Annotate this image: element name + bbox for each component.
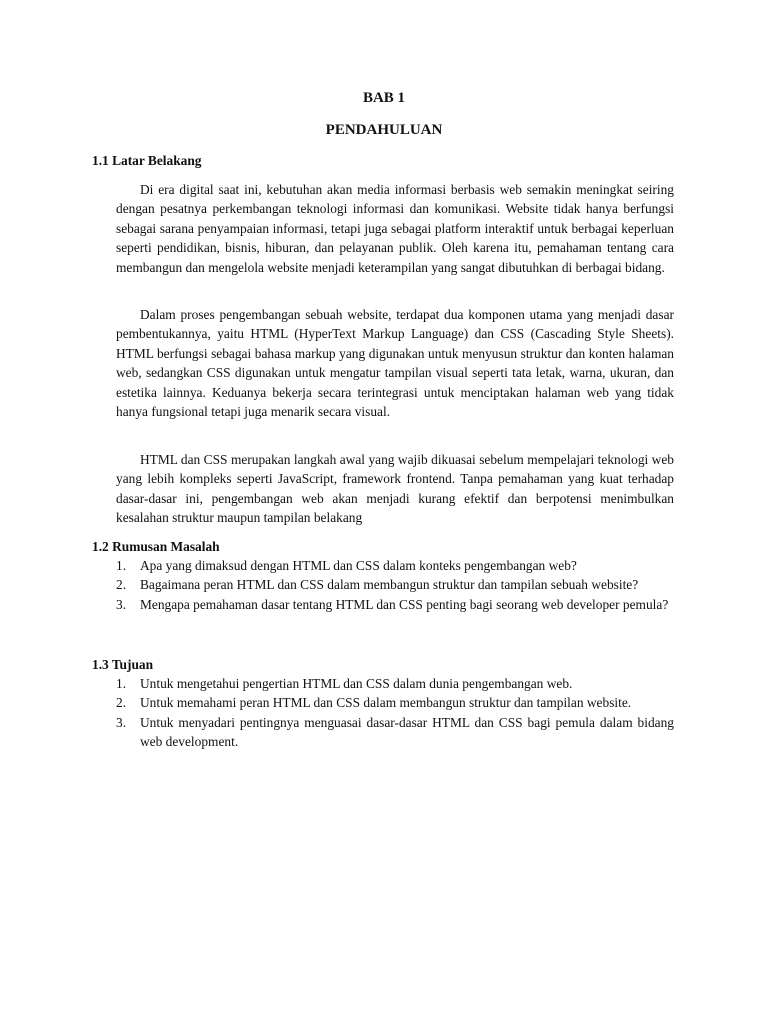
rumusan-list (116, 556, 674, 614)
section-heading-latar-belakang: 1.1 Latar Belakang (92, 153, 202, 168)
list-number: 3. (116, 596, 127, 612)
chapter-title: PENDAHULUAN (325, 122, 443, 138)
section-heading-tujuan: 1.3 Tujuan (92, 657, 154, 672)
list-item-text: Untuk mengetahui pengertian HTML dan CSS dalam dunia pengembangan web. (140, 676, 573, 691)
list-item-text: Mengapa pemahaman dasar tentang HTML dan CSS penting bagi seorang web developer pemula? (140, 596, 669, 612)
list-number: 3. (116, 714, 127, 730)
list-item-text: Apa yang dimaksud dengan HTML dan CSS dalam konteks pengembangan web? (140, 558, 577, 573)
list-item (116, 713, 674, 752)
list-item (116, 595, 674, 614)
paragraph-latar-3: HTML dan CSS merupakan langkah awal yang wajib dikuasai sebelum mempelajari teknologi web yang lebih kompleks seperti JavaScript, framework frontend. Tanpa pemahaman yang kuat terhadap dasar-dasar ini, pengembangan web akan menjadi kurang efektif dan berpotensi menimbulkan kesalahan struktur maupun tampilan belakang (116, 452, 674, 526)
list-item-text: Untuk menyadari pentingnya menguasai dasar-dasar HTML dan CSS bagi pemula dalam bidang web development. (140, 714, 674, 750)
list-item-text: Bagaimana peran HTML dan CSS dalam membangun struktur dan tampilan sebuah website? (140, 577, 639, 593)
list-number: 2. (116, 577, 127, 593)
list-item-text: Untuk memahami peran HTML dan CSS dalam membangun struktur dan tampilan website. (140, 695, 632, 711)
list-number: 1. (116, 676, 127, 691)
list-item (116, 674, 674, 693)
chapter-label: BAB 1 (362, 90, 406, 106)
list-number: 2. (116, 695, 127, 711)
list-item (116, 575, 674, 594)
tujuan-list (116, 674, 674, 752)
list-item (116, 556, 674, 575)
section-heading-rumusan-masalah: 1.2 Rumusan Masalah (92, 539, 220, 554)
list-number: 1. (116, 558, 127, 573)
paragraph-latar-1: Di era digital saat ini, kebutuhan akan media informasi berbasis web semakin meningkat seiring dengan pesatnya perkembangan teknologi informasi dan komunikasi. Website tidak hanya berfungsi sebagai sarana penyampaian informasi, tetapi juga sebagai platform interaktif untuk berbagai keperluan seperti pendidikan, bisnis, hiburan, dan pelayanan publik. Oleh karena itu, pemahaman tentang cara membangun dan mengelola website menjadi keterampilan yang sangat dibutuhkan di berbagai bidang. (116, 182, 674, 275)
list-item (116, 693, 674, 712)
paragraph-latar-2: Dalam proses pengembangan sebuah website, terdapat dua komponen utama yang menjadi dasar pembentukannya, yaitu HTML (HyperText Markup Language) dan CSS (Cascading Style Sheets). HTML berfungsi sebagai bahasa markup yang digunakan untuk menyusun struktur dan konten halaman web, sedangkan CSS digunakan untuk mengatur tampilan visual seperti tata letak, warna, ukuran, dan estetika lainnya. Keduanya bekerja secara terintegrasi untuk menciptakan halaman web yang tidak hanya fungsional tetapi juga menarik secara visual. (116, 307, 674, 420)
